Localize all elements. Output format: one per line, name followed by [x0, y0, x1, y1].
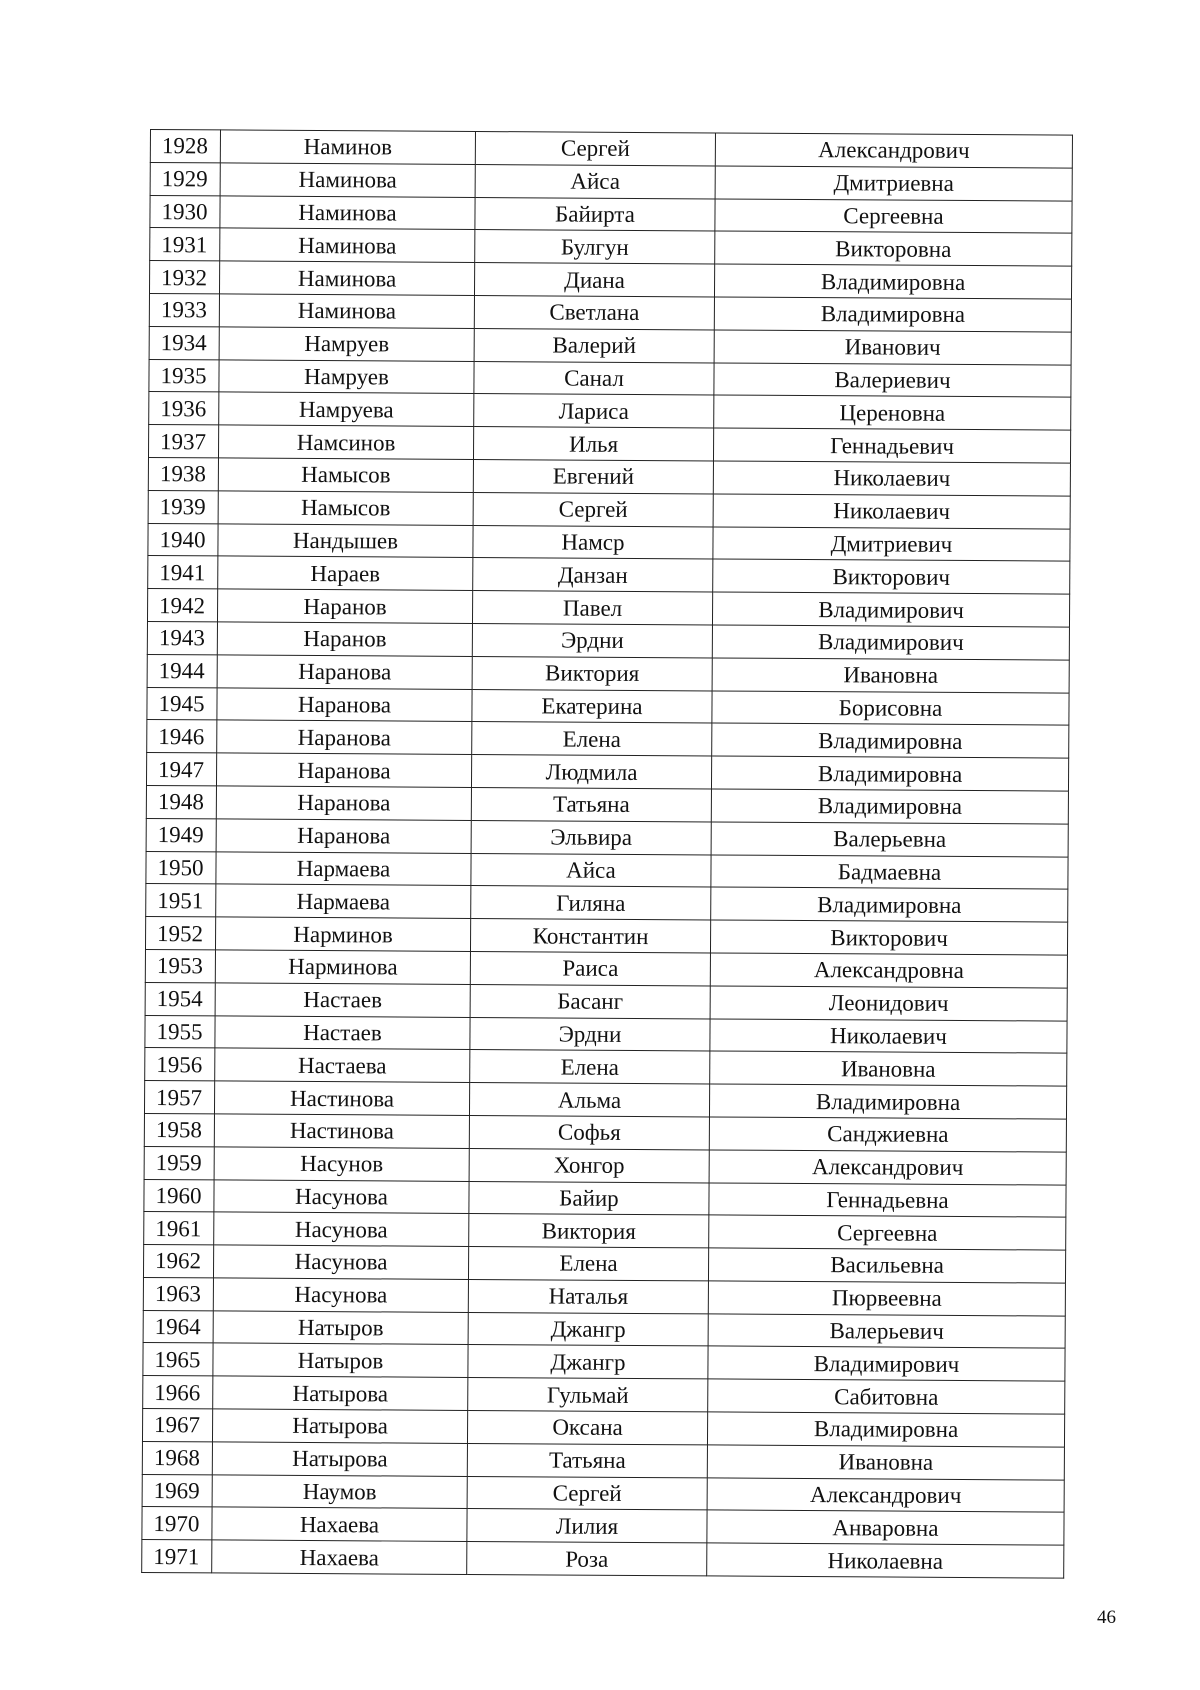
surname-cell: Насунов	[214, 1147, 469, 1181]
surname-cell: Насунова	[213, 1245, 468, 1279]
first-name-cell: Софья	[469, 1115, 709, 1149]
first-name-cell: Эрдни	[472, 623, 712, 657]
row-number-cell: 1951	[146, 884, 216, 917]
surname-cell: Нарминов	[215, 917, 470, 951]
patronymic-cell: Александрович	[707, 1478, 1064, 1513]
row-number-cell: 1958	[144, 1113, 214, 1146]
first-name-cell: Татьяна	[471, 787, 711, 821]
surname-cell: Наминов	[220, 130, 475, 164]
patronymic-cell: Викторович	[713, 559, 1070, 594]
surname-cell: Наминова	[219, 294, 474, 328]
surname-cell: Наранова	[217, 655, 472, 689]
patronymic-cell: Викторовна	[715, 231, 1072, 266]
row-number-cell: 1947	[146, 753, 216, 786]
surname-cell: Наранов	[217, 622, 472, 656]
patronymic-cell: Николаевич	[710, 1018, 1067, 1053]
first-name-cell: Сергей	[467, 1476, 707, 1510]
row-number-cell: 1948	[146, 785, 216, 818]
first-name-cell: Людмила	[471, 755, 711, 789]
patronymic-cell: Борисовна	[712, 690, 1069, 725]
first-name-cell: Павел	[472, 591, 712, 625]
surname-cell: Нахаева	[212, 1540, 467, 1574]
patronymic-cell: Владимировна	[714, 297, 1071, 332]
row-number-cell: 1964	[143, 1310, 213, 1343]
patronymic-cell: Геннадьевич	[713, 428, 1070, 463]
patronymic-cell: Владимировна	[714, 264, 1071, 299]
first-name-cell: Джангр	[468, 1312, 708, 1346]
first-name-cell: Гульмай	[468, 1378, 708, 1412]
first-name-cell: Татьяна	[467, 1443, 707, 1477]
first-name-cell: Айса	[471, 853, 711, 887]
first-name-cell: Басанг	[470, 984, 710, 1018]
row-number-cell: 1963	[143, 1277, 213, 1310]
row-number-cell: 1959	[144, 1146, 214, 1179]
first-name-cell: Байир	[469, 1181, 709, 1215]
surname-cell: Наранова	[216, 753, 471, 787]
row-number-cell: 1969	[142, 1474, 212, 1507]
row-number-cell: 1929	[150, 162, 220, 195]
patronymic-cell: Дмитриевна	[715, 166, 1072, 201]
row-number-cell: 1950	[146, 851, 216, 884]
row-number-cell: 1942	[147, 589, 217, 622]
row-number-cell: 1945	[147, 687, 217, 720]
patronymic-cell: Геннадьевна	[709, 1182, 1066, 1217]
table-row	[142, 1540, 1064, 1578]
row-number-cell: 1928	[150, 130, 220, 163]
first-name-cell: Роза	[467, 1542, 707, 1576]
surname-cell: Наранова	[217, 687, 472, 721]
row-number-cell: 1971	[142, 1540, 212, 1573]
first-name-cell: Светлана	[474, 295, 714, 329]
row-number-cell: 1967	[142, 1409, 212, 1442]
row-number-cell: 1944	[147, 654, 217, 687]
surname-cell: Наминова	[220, 163, 475, 197]
surname-cell: Настаев	[215, 1015, 470, 1049]
patronymic-cell: Владимировна	[711, 887, 1068, 922]
row-number-cell: 1935	[149, 359, 219, 392]
surname-cell: Насунова	[214, 1179, 469, 1213]
surname-cell: Наранов	[217, 589, 472, 623]
patronymic-cell: Александровна	[710, 953, 1067, 988]
surname-cell: Натырова	[212, 1409, 467, 1443]
surname-cell: Наминова	[220, 228, 475, 262]
surname-cell: Настинова	[214, 1114, 469, 1148]
row-number-cell: 1957	[144, 1081, 214, 1114]
first-name-cell: Байирта	[475, 197, 715, 231]
first-name-cell: Виктория	[469, 1214, 709, 1248]
patronymic-cell: Николаевич	[713, 461, 1070, 496]
first-name-cell: Лариса	[474, 394, 714, 428]
patronymic-cell: Владимирович	[708, 1346, 1065, 1381]
row-number-cell: 1934	[149, 326, 219, 359]
patronymic-cell: Валериевич	[714, 363, 1071, 398]
row-number-cell: 1949	[146, 818, 216, 851]
surname-cell: Намруев	[219, 327, 474, 361]
row-number-cell: 1937	[148, 425, 218, 458]
surname-cell: Настинова	[214, 1081, 469, 1115]
first-name-cell: Елена	[468, 1247, 708, 1281]
patronymic-cell: Владимирович	[712, 625, 1069, 660]
first-name-cell: Екатерина	[472, 689, 712, 723]
surname-cell: Наранова	[217, 720, 472, 754]
first-name-cell: Виктория	[472, 656, 712, 690]
surname-cell: Нарминова	[215, 950, 470, 984]
patronymic-cell: Александрович	[715, 133, 1072, 168]
surname-cell: Настаев	[215, 983, 470, 1017]
surname-cell: Намысов	[218, 458, 473, 492]
patronymic-cell: Владимировна	[709, 1084, 1066, 1119]
page-number: 46	[1097, 1607, 1116, 1628]
surname-cell: Намруев	[219, 360, 474, 394]
surname-cell: Нандышев	[218, 523, 473, 557]
row-number-cell: 1968	[142, 1441, 212, 1474]
patronymic-cell: Сергеевна	[709, 1215, 1066, 1250]
row-number-cell: 1936	[149, 392, 219, 425]
surname-cell: Намысов	[218, 491, 473, 525]
patronymic-cell: Александрович	[709, 1150, 1066, 1185]
row-number-cell: 1938	[148, 457, 218, 490]
first-name-cell: Лилия	[467, 1509, 707, 1543]
first-name-cell: Диана	[474, 263, 714, 297]
patronymic-cell: Ивановна	[707, 1445, 1064, 1480]
row-number-cell: 1965	[143, 1343, 213, 1376]
first-name-cell: Данзан	[473, 558, 713, 592]
first-name-cell: Евгений	[473, 459, 713, 493]
surname-cell: Наминова	[219, 261, 474, 295]
first-name-cell: Константин	[470, 919, 710, 953]
row-number-cell: 1970	[142, 1507, 212, 1540]
patronymic-cell: Иванович	[714, 330, 1071, 365]
row-number-cell: 1933	[149, 293, 219, 326]
first-name-cell: Елена	[472, 722, 712, 756]
surname-cell: Нахаева	[212, 1507, 467, 1541]
row-number-cell: 1962	[143, 1245, 213, 1278]
patronymic-cell: Бадмаевна	[711, 854, 1068, 889]
row-number-cell: 1932	[149, 261, 219, 294]
row-number-cell: 1953	[145, 949, 215, 982]
row-number-cell: 1952	[145, 917, 215, 950]
first-name-cell: Наталья	[468, 1279, 708, 1313]
patronymic-cell: Ивановна	[710, 1051, 1067, 1086]
surname-cell: Настаева	[215, 1048, 470, 1082]
first-name-cell: Елена	[470, 1050, 710, 1084]
patronymic-cell: Викторович	[710, 920, 1067, 955]
row-number-cell: 1946	[147, 720, 217, 753]
surname-cell: Нармаева	[216, 884, 471, 918]
first-name-cell: Хонгор	[469, 1148, 709, 1182]
first-name-cell: Эльвира	[471, 820, 711, 854]
surname-cell: Нараев	[218, 556, 473, 590]
first-name-cell: Альма	[469, 1083, 709, 1117]
patronymic-cell: Леонидович	[710, 986, 1067, 1021]
first-name-cell: Оксана	[467, 1411, 707, 1445]
patronymic-cell: Владимирович	[712, 592, 1069, 627]
row-number-cell: 1943	[147, 621, 217, 654]
patronymic-cell: Васильевна	[708, 1248, 1065, 1283]
patronymic-cell: Владимировна	[711, 789, 1068, 824]
surname-cell: Наминова	[220, 196, 475, 230]
row-number-cell: 1939	[148, 490, 218, 523]
first-name-cell: Раиса	[470, 951, 710, 985]
first-name-cell: Айса	[475, 164, 715, 198]
surname-cell: Натырова	[213, 1376, 468, 1410]
row-number-cell: 1966	[143, 1376, 213, 1409]
surname-cell: Натыров	[213, 1343, 468, 1377]
first-name-cell: Гиляна	[471, 886, 711, 920]
patronymic-cell: Дмитриевич	[713, 527, 1070, 562]
row-number-cell: 1961	[144, 1212, 214, 1245]
surname-cell: Насунова	[213, 1278, 468, 1312]
roster-table	[141, 129, 1073, 1579]
row-number-cell: 1954	[145, 982, 215, 1015]
row-number-cell: 1960	[144, 1179, 214, 1212]
row-number-cell: 1955	[145, 1015, 215, 1048]
surname-cell: Наранова	[216, 819, 471, 853]
patronymic-cell: Владимировна	[711, 756, 1068, 791]
row-number-cell: 1940	[148, 523, 218, 556]
patronymic-cell: Владимировна	[712, 723, 1069, 758]
first-name-cell: Намср	[473, 525, 713, 559]
first-name-cell: Сергей	[473, 492, 713, 526]
first-name-cell: Санал	[474, 361, 714, 395]
patronymic-cell: Санджиевна	[709, 1117, 1066, 1152]
first-name-cell: Илья	[473, 427, 713, 461]
patronymic-cell: Владимировна	[707, 1412, 1064, 1447]
surname-cell: Нармаева	[216, 851, 471, 885]
first-name-cell: Эрдни	[470, 1017, 710, 1051]
roster-table-body	[142, 130, 1073, 1579]
patronymic-cell: Анваровна	[707, 1510, 1064, 1545]
first-name-cell: Валерий	[474, 328, 714, 362]
patronymic-cell: Валерьевич	[708, 1314, 1065, 1349]
patronymic-cell: Ивановна	[712, 658, 1069, 693]
row-number-cell: 1930	[150, 195, 220, 228]
surname-cell: Натыров	[213, 1311, 468, 1345]
surname-cell: Наумов	[212, 1475, 467, 1509]
first-name-cell: Джангр	[468, 1345, 708, 1379]
row-number-cell: 1956	[145, 1048, 215, 1081]
first-name-cell: Булгун	[475, 230, 715, 264]
patronymic-cell: Николаевна	[707, 1543, 1064, 1578]
patronymic-cell: Сергеевна	[715, 199, 1072, 234]
patronymic-cell: Сабитовна	[708, 1379, 1065, 1414]
patronymic-cell: Валерьевна	[711, 822, 1068, 857]
patronymic-cell: Цереновна	[714, 395, 1071, 430]
surname-cell: Насунова	[214, 1212, 469, 1246]
row-number-cell: 1931	[150, 228, 220, 261]
patronymic-cell: Пюрвеевна	[708, 1281, 1065, 1316]
first-name-cell: Сергей	[475, 131, 715, 165]
surname-cell: Натырова	[212, 1442, 467, 1476]
row-number-cell: 1941	[148, 556, 218, 589]
surname-cell: Намруева	[219, 392, 474, 426]
surname-cell: Намсинов	[218, 425, 473, 459]
surname-cell: Наранова	[216, 786, 471, 820]
patronymic-cell: Николаевич	[713, 494, 1070, 529]
